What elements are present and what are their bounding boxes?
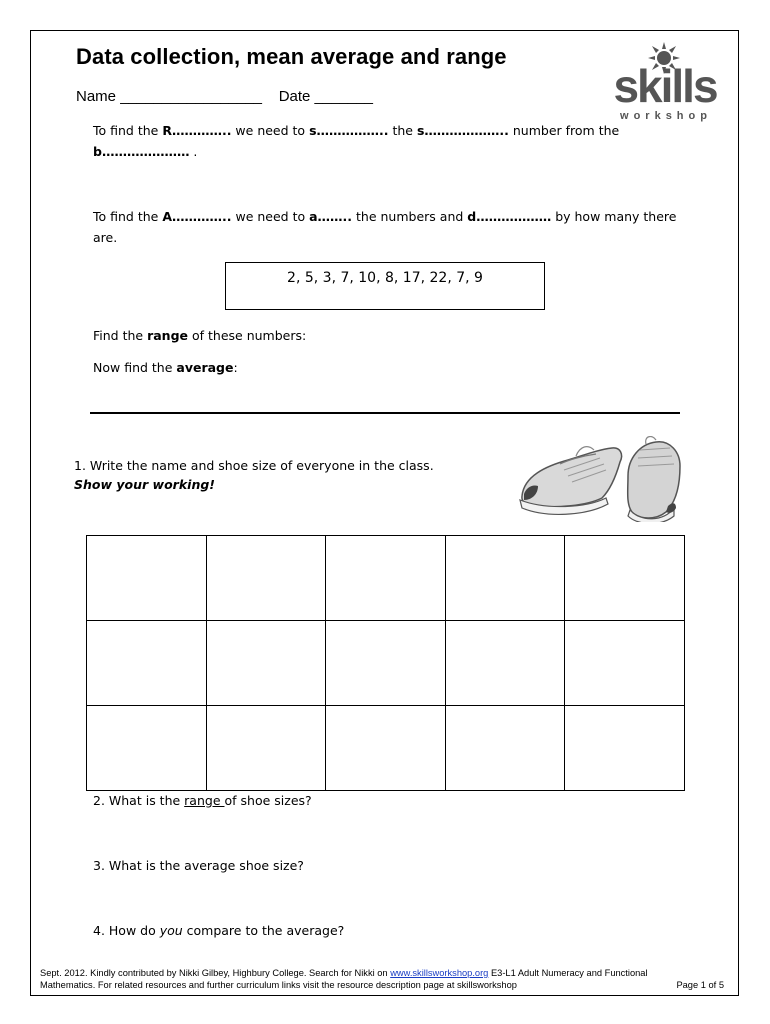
footer-line-2: Mathematics. For related resources and further curriculum links visit the resource description page at skillsworkshop Page 1 of 5: [40, 980, 724, 990]
footer-line-1: Sept. 2012. Kindly contributed by Nikki Gilbey, Highbury College. Search for Nikki on www.skillsworkshop.org E3-L1 Adult Numeracy and Functional: [40, 968, 648, 978]
question-4: 4. How do you compare to the average?: [93, 923, 345, 938]
find-range-question: Find the range of these numbers:: [93, 328, 307, 343]
shoe-size-grid: [86, 535, 685, 791]
numbers-box: 2, 5, 3, 7, 10, 8, 17, 22, 7, 9: [225, 262, 545, 310]
table-row: [87, 621, 685, 706]
grid-cell[interactable]: [445, 621, 565, 706]
skillsworkshop-link[interactable]: www.skillsworkshop.org: [390, 968, 489, 978]
section-divider: [90, 412, 680, 414]
question-1: 1. Write the name and shoe size of everyone in the class. Show your working!: [74, 458, 434, 492]
shoes-image: [516, 436, 688, 522]
question-3: 3. What is the average shoe size?: [93, 858, 304, 873]
name-date-line: [76, 88, 373, 105]
grid-cell[interactable]: [445, 706, 565, 791]
right-shoe: [628, 437, 680, 522]
average-definition: To find the A………….. we need to a…….. the numbers and d……………… by how many there are.: [93, 209, 677, 245]
skills-workshop-logo: [600, 40, 730, 122]
grid-cell[interactable]: [87, 536, 207, 621]
grid-cell[interactable]: [326, 621, 446, 706]
show-working-note: Show your working!: [74, 477, 215, 492]
page-title: Data collection, mean average and range: [76, 44, 507, 69]
find-average-question: Now find the average:: [93, 360, 238, 375]
grid-cell[interactable]: [87, 706, 207, 791]
name-label: Name: [76, 88, 117, 105]
page-number: Page 1 of 5: [676, 980, 724, 990]
grid-cell[interactable]: [87, 621, 207, 706]
table-row: [87, 706, 685, 791]
question-2: 2. What is the range of shoe sizes?: [93, 793, 312, 808]
grid-cell[interactable]: [565, 621, 685, 706]
grid-cell[interactable]: [326, 536, 446, 621]
logo-word: skills: [613, 60, 717, 112]
grid-cell[interactable]: [206, 536, 326, 621]
grid-cell[interactable]: [445, 536, 565, 621]
grid-cell[interactable]: [326, 706, 446, 791]
left-shoe: [520, 447, 622, 515]
grid-cell[interactable]: [206, 706, 326, 791]
date-field[interactable]: _______: [314, 88, 373, 105]
grid-cell[interactable]: [565, 536, 685, 621]
footer: [40, 967, 724, 991]
logo-subword: workshop: [620, 110, 712, 122]
name-field[interactable]: _________________: [120, 88, 263, 105]
table-row: [87, 536, 685, 621]
range-definition: To find the R………….. we need to s…………….. the s……………….. number from the b………………… .: [93, 123, 620, 159]
grid-cell[interactable]: [565, 706, 685, 791]
date-label: Date: [278, 88, 311, 105]
grid-cell[interactable]: [206, 621, 326, 706]
